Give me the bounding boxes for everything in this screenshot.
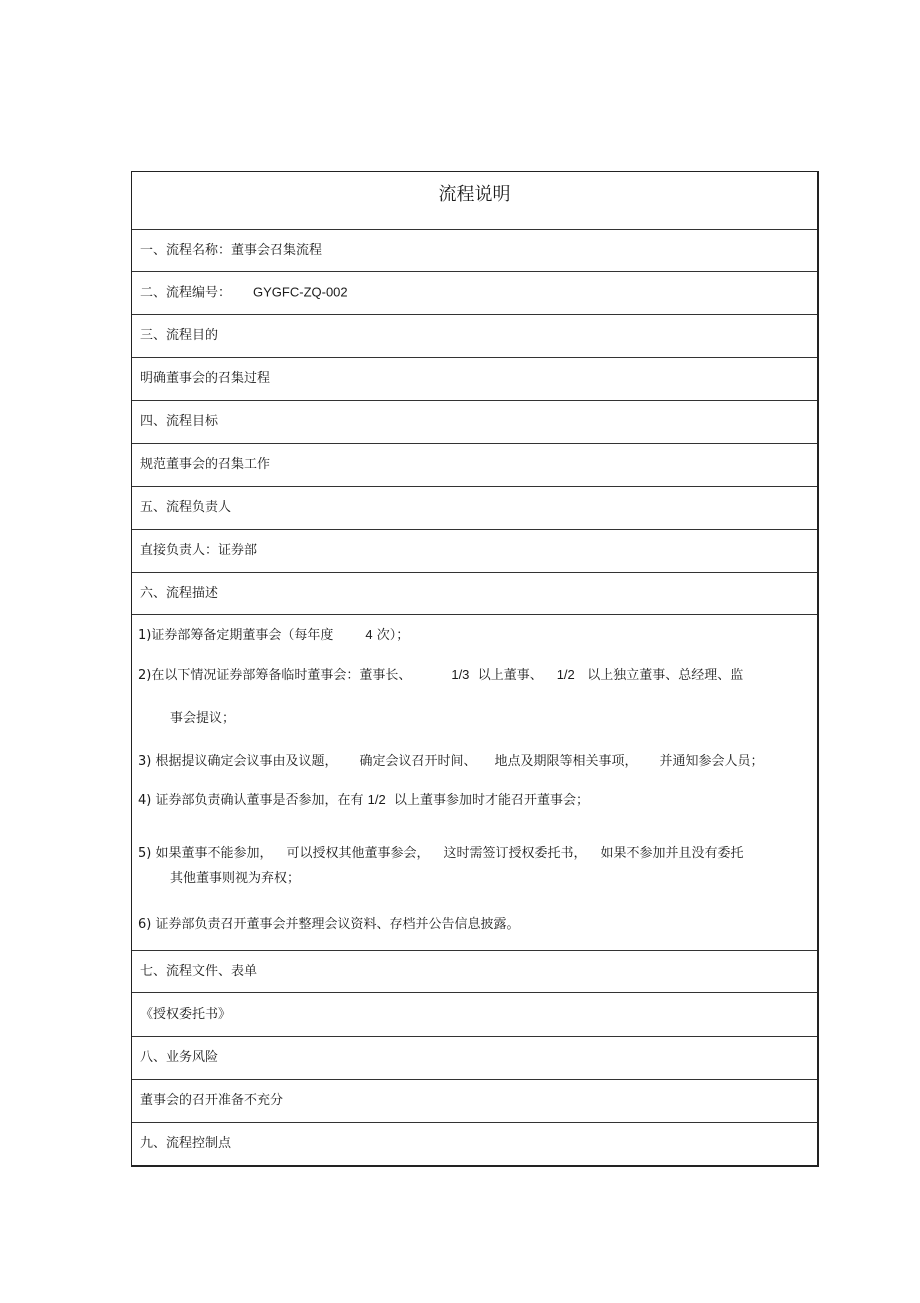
step-3: 3) 根据提议确定会议事由及议题， 确定会议召开时间、 地点及期限等相关事项， 并通知参会人员；: [138, 754, 764, 769]
process-name-row: [132, 230, 817, 272]
control-heading-row: [132, 1123, 817, 1165]
step-2-continued: 事会提议；: [170, 711, 236, 726]
files-heading: 七、流程文件、表单: [140, 963, 258, 979]
process-description-table: [131, 171, 819, 1167]
step-1: 1)证券部筹备定期董事会（每年度 4 次）；: [138, 627, 410, 643]
risk-row: [132, 1080, 817, 1123]
step-5-continued: 其他董事则视为弃权；: [170, 871, 301, 886]
purpose-text: 明确董事会的召集过程: [140, 371, 271, 386]
step-5: 5) 如果董事不能参加， 可以授权其他董事参会， 这时需签订授权委托书， 如果不参加并且没有委托: [138, 846, 744, 861]
process-code-row: [132, 272, 817, 315]
title-row: [132, 172, 817, 230]
step-2: 2)在以下情况证券部筹备临时董事会：董事长、 1/3 以上董事、 1/2 以上独立董事、总经理、监: [138, 667, 744, 683]
risk-text: 董事会的召开准备不充分: [140, 1093, 284, 1108]
step-6: 6) 证券部负责召开董事会并整理会议资料、存档并公告信息披露。: [138, 917, 520, 932]
purpose-heading: 三、流程目的: [140, 328, 219, 343]
process-code: [140, 285, 348, 302]
goal-row: [132, 444, 817, 487]
owner-row: [132, 530, 817, 573]
process-code-value: GYGFC-ZQ-002: [253, 284, 348, 300]
files-heading-row: [132, 951, 817, 993]
step-4: 4) 证券部负责确认董事是否参加，在有 1/2 以上董事参加时才能召开董事会；: [138, 792, 589, 808]
process-name: 一、流程名称：董事会召集流程: [140, 242, 323, 258]
process-code-label: 二、流程编号：: [140, 285, 232, 301]
description-heading-row: [132, 573, 817, 615]
control-heading: 九、流程控制点: [140, 1136, 232, 1151]
files-text: 《授权委托书》: [140, 1006, 232, 1022]
purpose-heading-row: [132, 315, 817, 358]
page-title: 流程说明: [438, 184, 511, 205]
owner-heading-row: [132, 487, 817, 530]
goal-text: 规范董事会的召集工作: [140, 457, 271, 472]
goal-heading-row: [132, 401, 817, 444]
description-row: [132, 615, 817, 951]
owner-text: 直接负责人：证券部: [140, 543, 258, 558]
purpose-row: [132, 358, 817, 401]
owner-heading: 五、流程负责人: [140, 500, 232, 515]
risk-heading: 八、业务风险: [140, 1050, 219, 1065]
files-row: [132, 993, 817, 1037]
goal-heading: 四、流程目标: [140, 414, 219, 429]
risk-heading-row: [132, 1037, 817, 1080]
description-heading: 六、流程描述: [140, 585, 219, 601]
